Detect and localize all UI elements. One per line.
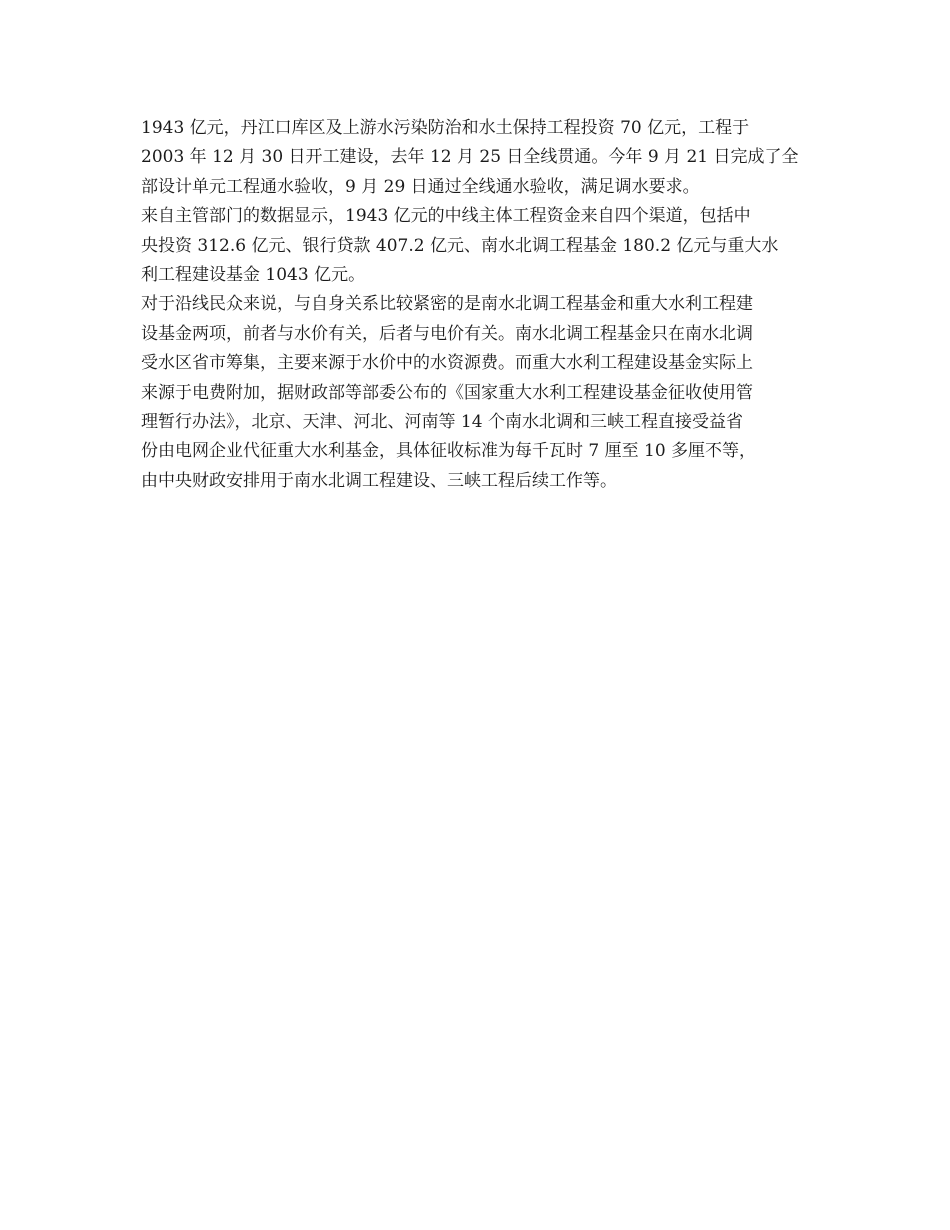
text-line: 来源于电费附加，据财政部等部委公布的《国家重大水利工程建设基金征收使用管 [141,382,753,403]
text-line: 1943 亿元，丹江口库区及上游水污染防治和水土保持工程投资 70 亿元，工程于 [141,118,750,138]
text-line: 受水区省市筹集，主要来源于水价中的水资源费。而重大水利工程建设基金实际上 [141,353,753,374]
paragraph-funding-sources [141,202,813,290]
text-line: 设基金两项，前者与水价有关，后者与电价有关。南水北调工程基金只在南水北调 [141,323,753,344]
text-line: 份由电网企业代征重大水利基金，具体征收标准为每千瓦时 7 厘至 10 多厘不等， [141,441,757,462]
text-line: 部设计单元工程通水验收，9 月 29 日通过全线通水验收，满足调水要求。 [141,176,700,197]
text-line: 利工程建设基金 1043 亿元。 [141,264,366,285]
paragraph-fund-details [141,290,813,496]
text-line: 由中央财政安排用于南水北调工程建设、三峡工程后续工作等。 [141,470,617,491]
document-body [141,114,813,496]
paragraph-project-investment [141,114,813,202]
text-line: 对于沿线民众来说，与自身关系比较紧密的是南水北调工程基金和重大水利工程建 [141,294,753,315]
text-line: 2003 年 12 月 30 日开工建设，去年 12 月 25 日全线贯通。今年 9 月 21 日完成了全 [141,147,799,168]
text-line: 来自主管部门的数据显示，1943 亿元的中线主体工程资金来自四个渠道，包括中 [141,206,751,227]
text-line: 理暂行办法》，北京、天津、河北、河南等 14 个南水北调和三峡工程直接受益省 [141,411,743,432]
text-line: 央投资 312.6 亿元、银行贷款 407.2 亿元、南水北调工程基金 180.2 亿元与重大水 [141,235,779,256]
